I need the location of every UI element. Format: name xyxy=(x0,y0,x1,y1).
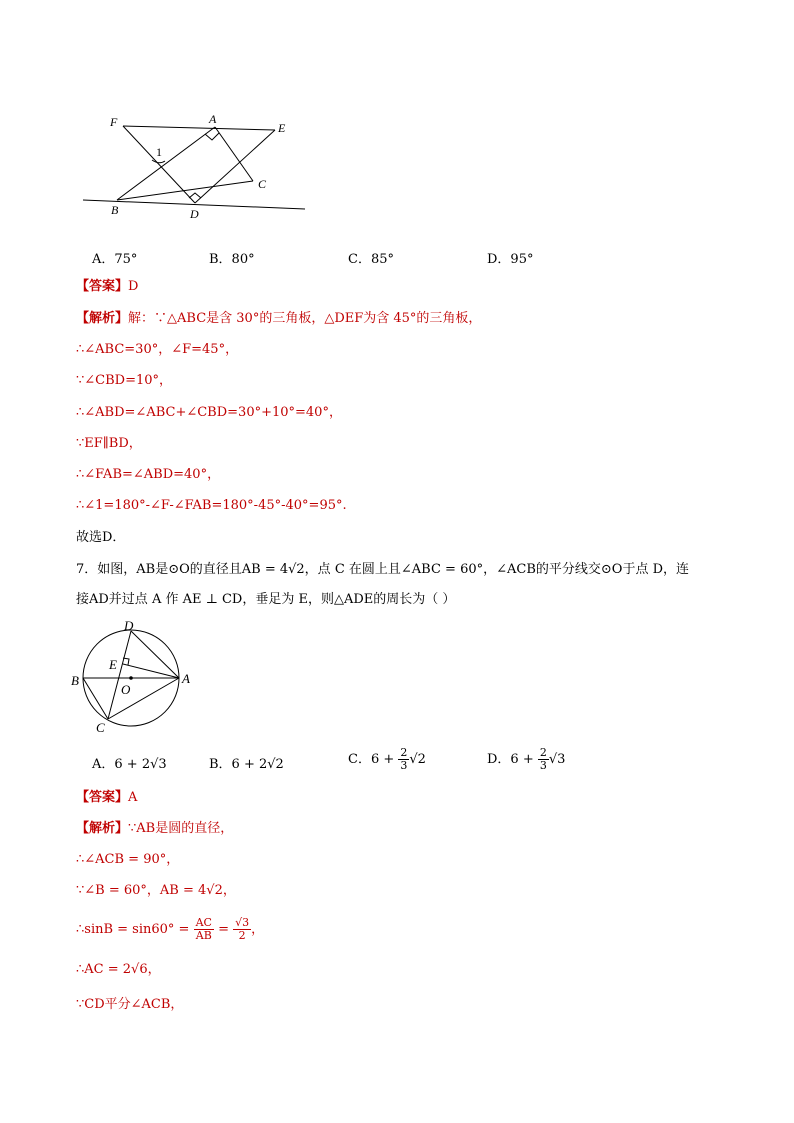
chord-cd xyxy=(108,631,131,719)
frac-denominator: AB xyxy=(195,929,212,942)
answer-value: A xyxy=(128,790,138,805)
q7-stem-line-2: 接AD并过点 A 作 AE ⊥ CD，垂足为 E，则△ADE的周长为（ ） xyxy=(76,592,456,607)
q6-analysis-line-4: ∵EF∥BD， xyxy=(76,436,142,451)
label-e: E xyxy=(109,657,117,672)
q6-analysis-line-3: ∴∠ABD=∠ABC+∠CBD=30°+10°=40°， xyxy=(76,405,342,420)
analysis-text: 解：∵△ABC是含 30°的三角板，△DEF为含 45°的三角板， xyxy=(128,311,482,326)
line-ac xyxy=(215,127,253,181)
label-d: D xyxy=(124,618,134,633)
label-c: C xyxy=(258,177,267,191)
label-a: A xyxy=(182,671,190,686)
figure-circle xyxy=(66,615,202,737)
chord-da xyxy=(131,631,179,678)
frac-numerator: 2 xyxy=(539,746,547,759)
q7-stem-line-1: 7．如图，AB是⊙O的直径且AB = 4√2，点 C 在圆上且∠ABC = 60°，∠ACB的平分线交⊙O于点 D，连 xyxy=(76,562,690,577)
option-c-tail: √2 xyxy=(409,752,426,767)
label-b: B xyxy=(111,203,119,217)
q6-option-a: A．75° xyxy=(92,252,138,267)
label-c: C xyxy=(96,720,105,735)
label-e: E xyxy=(278,121,286,135)
line-ef xyxy=(123,126,275,130)
q7-answer-line xyxy=(76,789,137,807)
answer-tag: 【答案】 xyxy=(76,790,129,805)
q7-analysis-line-5: ∵CD平分∠ACB， xyxy=(76,997,184,1012)
frac-denominator: 2 xyxy=(238,929,246,942)
label-a: A xyxy=(209,112,217,126)
label-d: D xyxy=(190,207,199,221)
q6-analysis-line-2: ∵∠CBD=10°， xyxy=(76,373,173,388)
frac-denominator: 3 xyxy=(400,759,408,772)
option-c-label: C．6 + xyxy=(348,752,395,767)
line-ed xyxy=(195,130,275,203)
option-d-fraction xyxy=(538,747,549,772)
segment-ae xyxy=(123,664,179,678)
line-bc xyxy=(117,181,253,200)
q6-analysis-line-5: ∴∠FAB=∠ABD=40°， xyxy=(76,467,221,482)
answer-value: D xyxy=(128,279,139,294)
label-o: O xyxy=(121,682,131,697)
analysis-tag: 【解析】 xyxy=(76,821,129,836)
answer-tag: 【答案】 xyxy=(76,279,129,294)
q6-analysis-line-1: ∴∠ABC=30°，∠F=45°， xyxy=(76,342,239,357)
q6-option-d: D．95° xyxy=(487,252,534,267)
option-c-fraction xyxy=(398,747,409,772)
analysis-tag: 【解析】 xyxy=(76,311,129,326)
q7-option-b: B．6 + 2√2 xyxy=(209,757,284,772)
q6-answer-line xyxy=(76,278,138,296)
q7-option-a: A．6 + 2√3 xyxy=(92,757,167,772)
frac-denominator: 3 xyxy=(539,759,547,772)
analysis-text: ∵AB是圆的直径， xyxy=(128,821,234,836)
q6-analysis-line-0 xyxy=(76,310,481,328)
fraction-ac-ab xyxy=(194,917,214,942)
fraction-sqrt3-2 xyxy=(233,917,251,942)
frac-numerator: AC xyxy=(195,916,212,929)
q7-option-c xyxy=(348,747,426,772)
option-d-tail: √3 xyxy=(548,752,566,767)
option-d-label: D．6 + xyxy=(487,752,534,767)
q6-option-b: B．80° xyxy=(209,252,255,267)
chord-ca xyxy=(108,678,179,719)
q7-analysis-line-3 xyxy=(76,917,264,942)
sin-expression: ∴sinB = sin60° = xyxy=(76,922,190,937)
figure-parallel-lines xyxy=(75,110,315,225)
q7-option-d xyxy=(487,747,565,772)
label-angle-1: 1 xyxy=(156,145,162,159)
chord-bc xyxy=(83,678,108,719)
q6-conclusion: 故选D． xyxy=(76,530,126,545)
label-f: F xyxy=(110,115,118,129)
sin-tail: ， xyxy=(251,922,265,937)
q7-analysis-line-4: ∴AC = 2√6， xyxy=(76,962,161,977)
frac-numerator: √3 xyxy=(235,916,250,929)
q7-analysis-line-2: ∵∠B = 60°，AB = 4√2， xyxy=(76,883,236,898)
equals-sign: = xyxy=(218,922,230,937)
q6-analysis-line-6: ∴∠1=180°-∠F-∠FAB=180°-45°-40°=95°. xyxy=(76,498,347,513)
q7-analysis-line-0 xyxy=(76,820,233,838)
label-b: B xyxy=(71,673,79,688)
line-fd xyxy=(123,126,195,203)
q7-analysis-line-1: ∴∠ACB = 90°， xyxy=(76,852,180,867)
q6-option-c: C．85° xyxy=(348,252,394,267)
line-ab xyxy=(117,127,215,200)
frac-numerator: 2 xyxy=(400,746,408,759)
